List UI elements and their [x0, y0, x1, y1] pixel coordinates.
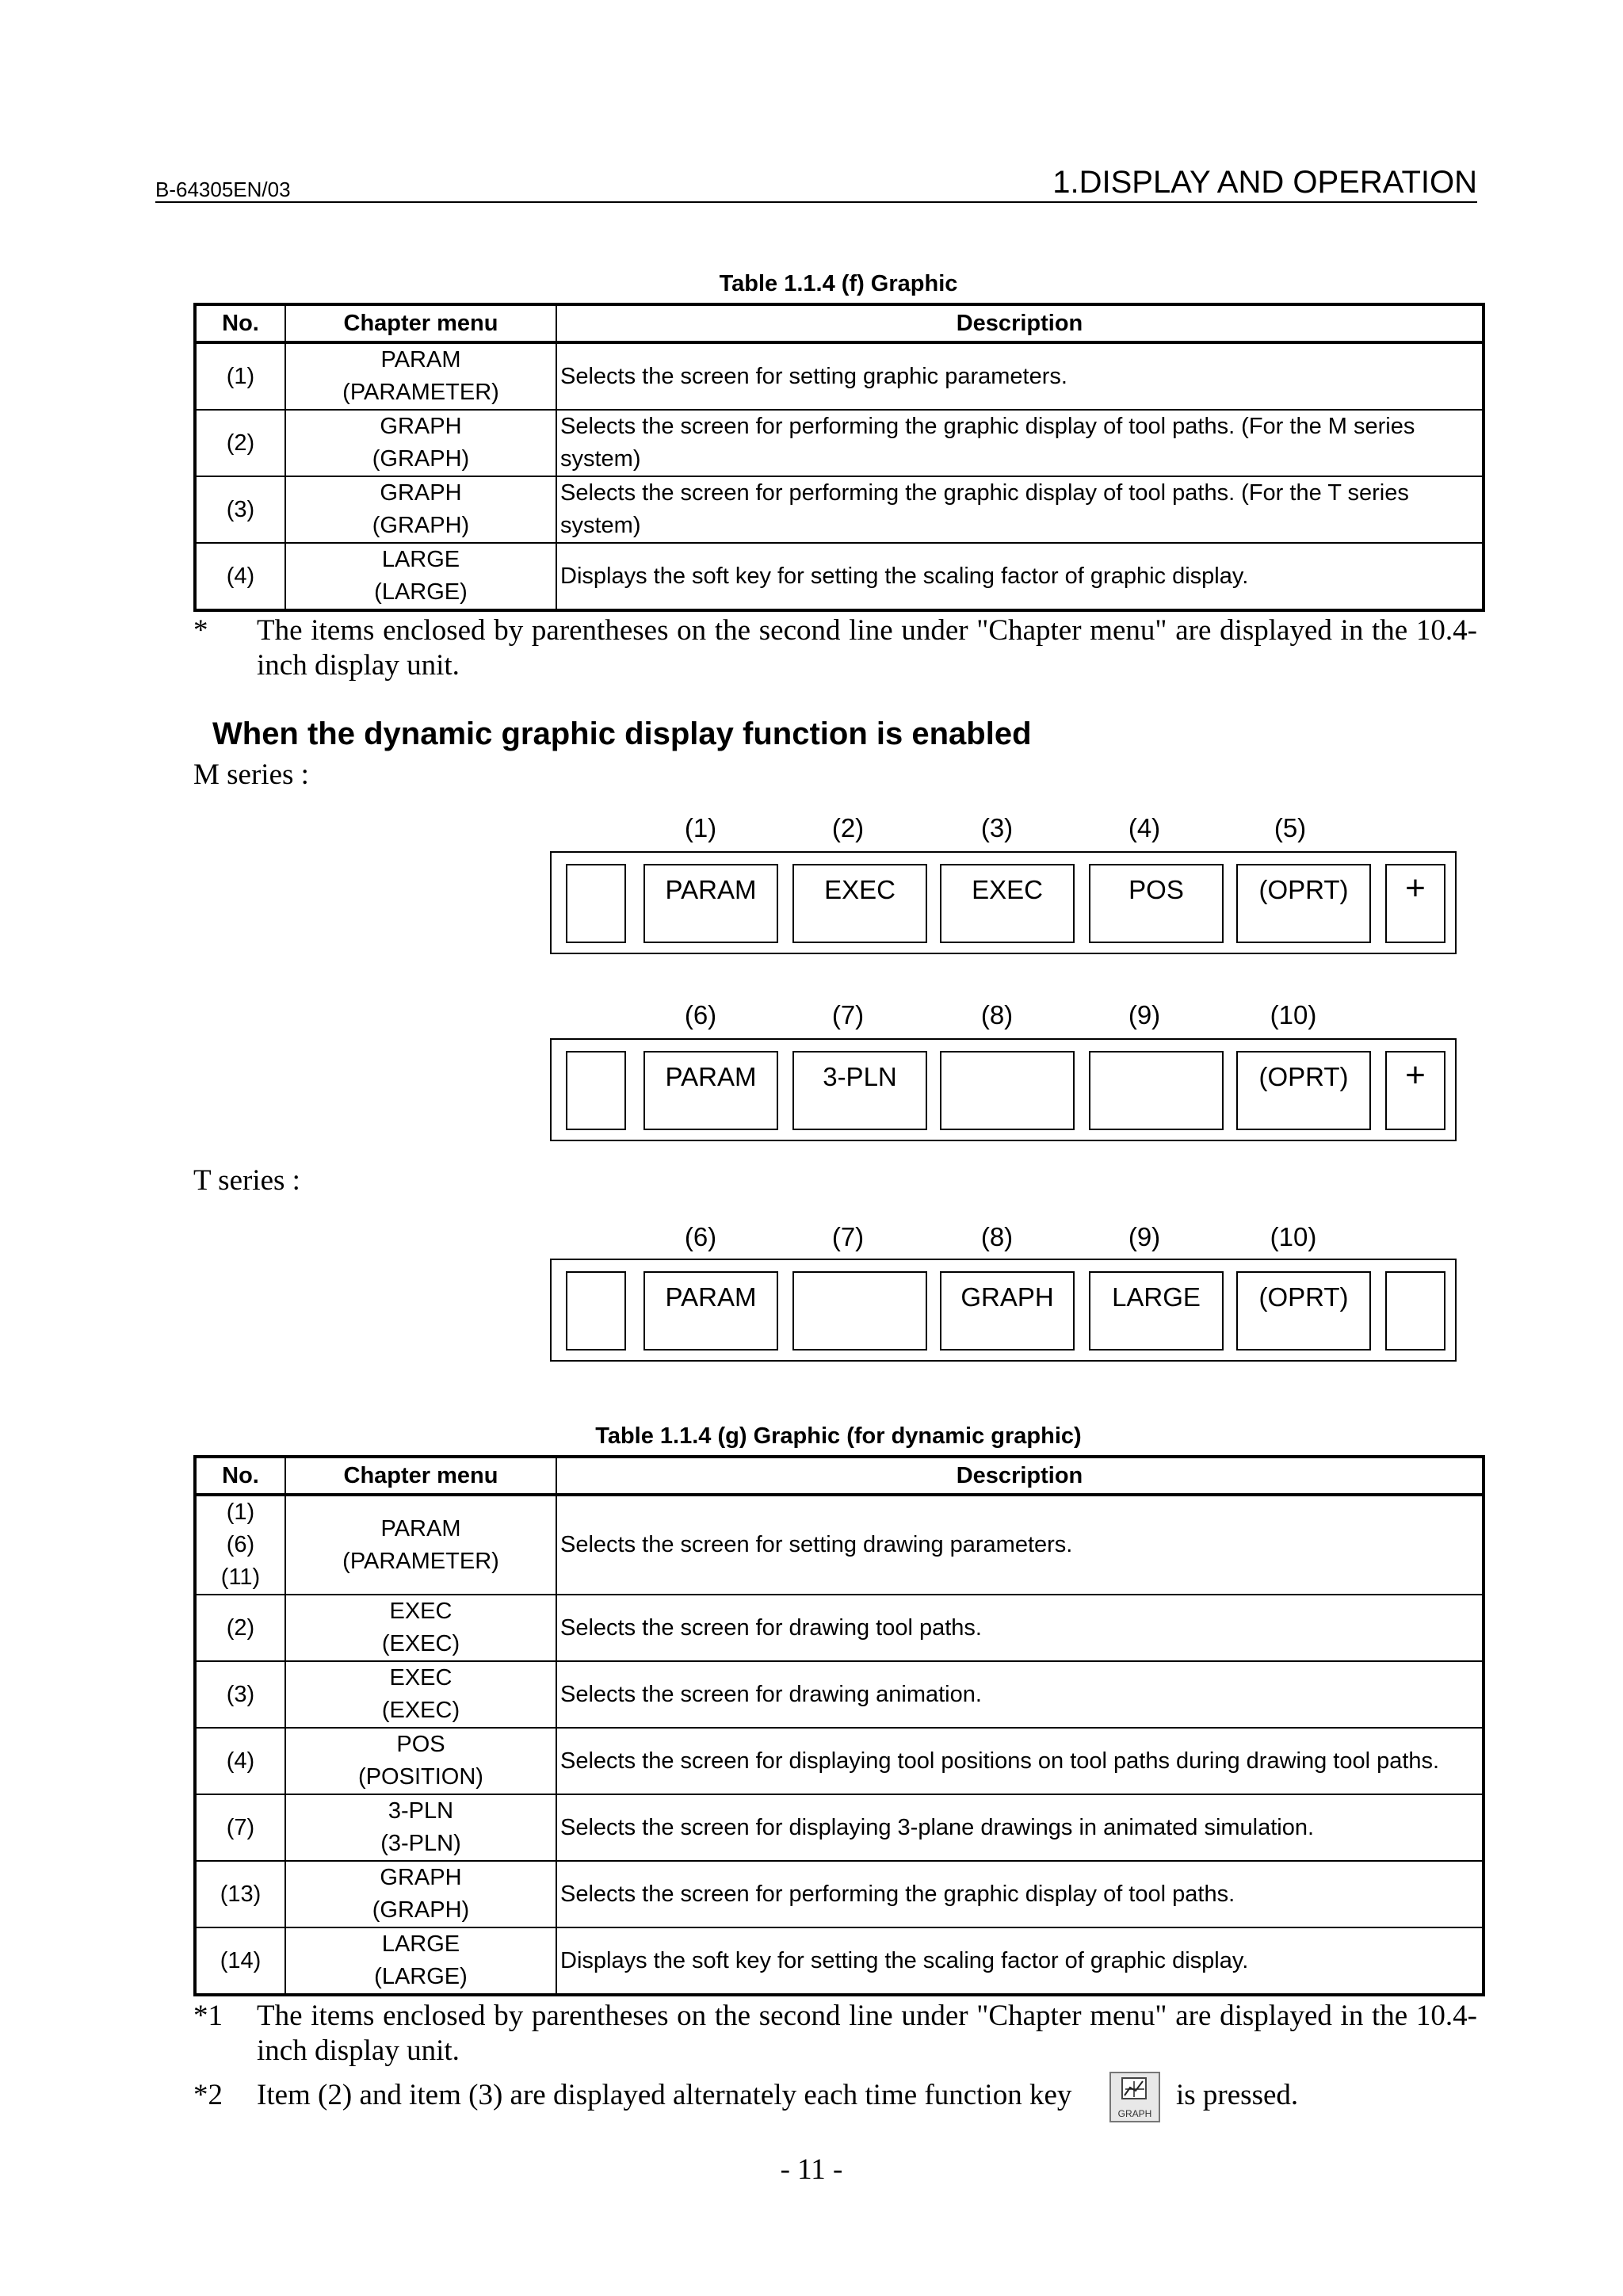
table-f-note	[193, 613, 1484, 685]
row-menu: PARAM (PARAMETER)	[285, 342, 556, 410]
row-no: (2)	[195, 1595, 285, 1661]
note-mark: *2	[193, 2079, 223, 2111]
softkey-blank[interactable]	[940, 1051, 1075, 1130]
row-menu: GRAPH (GRAPH)	[285, 410, 556, 476]
table-row	[195, 543, 1484, 610]
softkey-oprt[interactable]: (OPRT)	[1236, 1271, 1371, 1350]
softkey-left-blank[interactable]	[566, 1271, 626, 1350]
row-no: (14)	[195, 1927, 285, 1995]
key-number: (10)	[1270, 1000, 1317, 1030]
table-g	[193, 1455, 1485, 1996]
key-number: (10)	[1270, 1222, 1317, 1251]
table-row	[195, 342, 1484, 410]
header-description: Description	[556, 1457, 1484, 1495]
row-description: Selects the screen for performing the graphic display of tool paths.	[556, 1861, 1484, 1927]
key-number: (1)	[684, 813, 717, 842]
row-menu: 3-PLN (3-PLN)	[285, 1794, 556, 1861]
header-rule	[155, 201, 1477, 203]
row-no: (3)	[195, 1661, 285, 1728]
table-f-caption: Table 1.1.4 (f) Graphic	[719, 271, 958, 296]
row-menu: GRAPH (GRAPH)	[285, 1861, 556, 1927]
table-g-note-1	[193, 1999, 1484, 2070]
note-mark: *	[193, 614, 208, 647]
softkey-left-blank[interactable]	[566, 864, 626, 943]
softkey-pos[interactable]: POS	[1089, 864, 1224, 943]
t-series-label: T series :	[193, 1164, 300, 1197]
header-no: No.	[195, 304, 285, 342]
row-no: (7)	[195, 1794, 285, 1861]
note-text: The items enclosed by parentheses on the second line under "Chapter menu" are displayed in the 10.4-inch display unit.	[257, 614, 1477, 682]
key-number: (6)	[684, 1222, 717, 1251]
softkey-3pln[interactable]: 3-PLN	[792, 1051, 927, 1130]
row-menu: EXEC (EXEC)	[285, 1661, 556, 1728]
row-menu: GRAPH (GRAPH)	[285, 476, 556, 543]
note-text-end: is pressed.	[1176, 2079, 1299, 2111]
table-row	[195, 1728, 1484, 1794]
softkey-left-blank[interactable]	[566, 1051, 626, 1130]
table-header-row	[195, 304, 1484, 342]
table-header-row	[195, 1457, 1484, 1495]
row-no: (4)	[195, 543, 285, 610]
row-description: Selects the screen for displaying tool positions on tool paths during drawing tool paths.	[556, 1728, 1484, 1794]
row-no: (1) (6) (11)	[195, 1495, 285, 1595]
row-description: Displays the soft key for setting the scaling factor of graphic display.	[556, 543, 1484, 610]
note-text: Item (2) and item (3) are displayed alternately each time function key	[257, 2079, 1072, 2111]
graph-icon	[1111, 2073, 1159, 2108]
document-code: B-64305EN/03	[155, 178, 291, 201]
note-mark: *1	[193, 2000, 223, 2032]
softkey-oprt[interactable]: (OPRT)	[1236, 864, 1371, 943]
table-row	[195, 1595, 1484, 1661]
chapter-title: 1.DISPLAY AND OPERATION	[1052, 165, 1477, 200]
row-no: (4)	[195, 1728, 285, 1794]
softkey-exec[interactable]: EXEC	[792, 864, 927, 943]
note-text: The items enclosed by parentheses on the second line under "Chapter menu" are displayed in the 10.4-inch display unit.	[257, 2000, 1477, 2067]
table-row	[195, 410, 1484, 476]
key-number: (7)	[831, 1222, 865, 1251]
row-description: Selects the screen for performing the graphic display of tool paths. (For the M series system)	[556, 410, 1484, 476]
key-number: (2)	[831, 813, 865, 842]
header-chapter-menu: Chapter menu	[285, 1457, 556, 1495]
row-menu: LARGE (LARGE)	[285, 543, 556, 610]
softkey-continue-plus[interactable]: +	[1385, 864, 1445, 943]
row-description: Selects the screen for setting graphic parameters.	[556, 342, 1484, 410]
graph-key-label: GRAPH	[1117, 2108, 1152, 2119]
row-no: (13)	[195, 1861, 285, 1927]
table-row	[195, 1661, 1484, 1728]
softkey-right-blank[interactable]	[1385, 1271, 1445, 1350]
softkey-exec[interactable]: EXEC	[940, 864, 1075, 943]
header-description: Description	[556, 304, 1484, 342]
key-number: (8)	[980, 1000, 1014, 1030]
m-softkey-bar-1	[550, 851, 1457, 954]
softkey-param[interactable]: PARAM	[643, 864, 778, 943]
row-menu: LARGE (LARGE)	[285, 1927, 556, 1995]
table-row	[195, 1495, 1484, 1595]
softkey-continue-plus[interactable]: +	[1385, 1051, 1445, 1130]
softkey-param[interactable]: PARAM	[643, 1051, 778, 1130]
key-number: (8)	[980, 1222, 1014, 1251]
m-softkey-bar-2	[550, 1038, 1457, 1141]
key-number: (7)	[831, 1000, 865, 1030]
table-g-note-2	[193, 2078, 1484, 2118]
key-number: (5)	[1274, 813, 1307, 842]
row-description: Selects the screen for drawing tool paths.	[556, 1595, 1484, 1661]
key-number: (3)	[980, 813, 1014, 842]
row-no: (1)	[195, 342, 285, 410]
table-row	[195, 476, 1484, 543]
softkey-blank[interactable]	[1089, 1051, 1224, 1130]
row-no: (3)	[195, 476, 285, 543]
row-description: Selects the screen for drawing animation.	[556, 1661, 1484, 1728]
table-row	[195, 1794, 1484, 1861]
section-title: When the dynamic graphic display function is enabled	[212, 716, 1032, 751]
table-row	[195, 1861, 1484, 1927]
row-no: (2)	[195, 410, 285, 476]
row-menu: PARAM (PARAMETER)	[285, 1495, 556, 1595]
page-number: - 11 -	[780, 2153, 843, 2186]
key-number: (6)	[684, 1000, 717, 1030]
row-description: Selects the screen for performing the graphic display of tool paths. (For the T series system)	[556, 476, 1484, 543]
softkey-param[interactable]: PARAM	[643, 1271, 778, 1350]
row-description: Selects the screen for setting drawing parameters.	[556, 1495, 1484, 1595]
key-number: (4)	[1128, 813, 1161, 842]
graph-function-key-icon	[1109, 2072, 1160, 2122]
key-number: (9)	[1128, 1000, 1161, 1030]
row-description: Displays the soft key for setting the scaling factor of graphic display.	[556, 1927, 1484, 1995]
softkey-graph[interactable]: GRAPH	[940, 1271, 1075, 1350]
row-menu: EXEC (EXEC)	[285, 1595, 556, 1661]
key-number: (9)	[1128, 1222, 1161, 1251]
row-description: Selects the screen for displaying 3-plane drawings in animated simulation.	[556, 1794, 1484, 1861]
softkey-oprt[interactable]: (OPRT)	[1236, 1051, 1371, 1130]
softkey-blank[interactable]	[792, 1271, 927, 1350]
header-no: No.	[195, 1457, 285, 1495]
table-row	[195, 1927, 1484, 1995]
t-softkey-bar	[550, 1259, 1457, 1362]
softkey-large[interactable]: LARGE	[1089, 1271, 1224, 1350]
m-series-label: M series :	[193, 758, 309, 791]
row-menu: POS (POSITION)	[285, 1728, 556, 1794]
header-chapter-menu: Chapter menu	[285, 304, 556, 342]
table-g-caption: Table 1.1.4 (g) Graphic (for dynamic graphic)	[595, 1423, 1082, 1449]
table-f	[193, 303, 1485, 612]
